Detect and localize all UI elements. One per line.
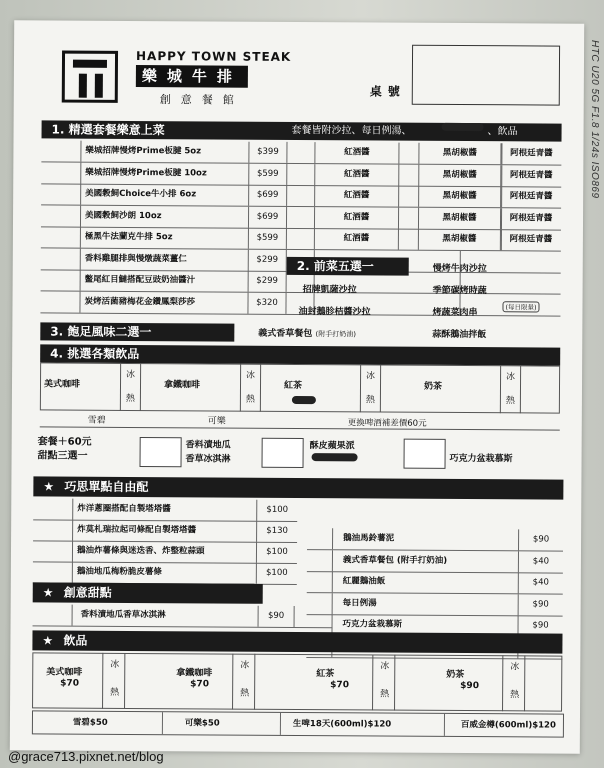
alacarte-item-price: $40 <box>532 577 549 588</box>
sauce-option: 紅酒醬 <box>315 207 399 229</box>
sauce-option: 阿根廷青醬 <box>509 191 553 202</box>
drink-name: 紅茶 <box>283 380 303 392</box>
checkbox-cell[interactable] <box>33 561 73 582</box>
checkbox-cell[interactable] <box>41 248 81 269</box>
star-icon: ★ <box>42 633 54 648</box>
drink-price: $90 <box>460 681 480 692</box>
alacarte-item-price: $40 <box>532 555 550 567</box>
sauce-checkbox[interactable] <box>287 206 315 227</box>
dessert-item-price: $90 <box>259 606 295 627</box>
sauce-checkbox[interactable] <box>399 229 419 250</box>
hot-option[interactable]: 熱 <box>245 394 255 405</box>
dish-name: 炭烤活菌豬梅花金鑽鳳梨莎莎 <box>80 291 248 313</box>
side-option-bread <box>258 326 356 340</box>
checkbox-cell[interactable] <box>40 291 80 312</box>
alacarte-item-name: 紅麗鵝油飯 <box>333 571 519 593</box>
cola-price: 可樂$50 <box>163 712 281 735</box>
checkbox-cell[interactable] <box>41 162 81 183</box>
sauce-option: 阿根廷青醬 <box>509 234 553 245</box>
drink-price: $70 <box>60 678 80 689</box>
table-row <box>307 550 563 574</box>
checkbox-cell[interactable] <box>41 269 81 290</box>
dessert-checkbox-1[interactable] <box>140 437 182 467</box>
drink-name: 奶茶 <box>423 381 443 392</box>
drink-name: 奶茶 <box>446 669 465 681</box>
dish-name: 樂城招牌慢烤Prime板腱 10oz <box>81 162 249 184</box>
sauce-option: 阿根廷青醬 <box>509 212 553 224</box>
alacarte-item-price: $90 <box>532 620 549 631</box>
drinks-section-header <box>32 630 562 653</box>
sprite-price: 雪碧$50 <box>33 711 163 734</box>
alacarte-item-price: $130 <box>266 525 288 536</box>
redacted-mark <box>292 396 316 404</box>
side-option-bread-label: 義式香草餐包 <box>258 328 313 340</box>
dessert-section-header <box>33 582 263 603</box>
ice-option[interactable]: 冰 <box>380 661 390 672</box>
ice-option[interactable]: 冰 <box>510 662 520 673</box>
dish-name: 美國穀飼沙朗 10oz <box>81 205 249 227</box>
dish-name: 美國穀飼Choice牛小排 6oz <box>81 184 249 206</box>
hot-option[interactable]: 熱 <box>365 395 375 406</box>
checkbox-cell[interactable] <box>307 528 333 549</box>
sauce-option: 黑胡椒醬 <box>419 143 501 165</box>
ice-option[interactable]: 冰 <box>110 659 120 670</box>
section-4-title: 4. 挑選各類飲品 <box>50 346 140 362</box>
dish-price: $399 <box>249 142 287 163</box>
hot-option[interactable]: 熱 <box>110 687 120 698</box>
starter-item: 招牌凱薩沙拉 <box>302 285 357 296</box>
alacarte-item-price: $90 <box>532 534 550 545</box>
sauce-checkbox[interactable] <box>399 207 419 228</box>
ice-option[interactable]: 冰 <box>506 372 516 383</box>
table-row <box>33 561 297 585</box>
dish-name: 香料雞腿排與慢燉蔬菜薑仁 <box>81 248 249 270</box>
dessert-choose-label: 甜點三選一 <box>37 450 88 462</box>
alacarte-header <box>33 476 563 499</box>
table-row <box>33 604 333 628</box>
table-row <box>307 571 563 595</box>
brand-name-en: HAPPY TOWN STEAK <box>135 49 292 64</box>
drink-price: $70 <box>190 679 210 690</box>
dessert-option-1: 香料漬地瓜 <box>185 440 231 451</box>
alacarte-item-name: 鵝油炸薯條與迷迭香、炸整粒蒜頭 <box>73 541 257 563</box>
dessert-checkbox-2[interactable] <box>262 438 304 468</box>
sauce-option: 黑胡椒醬 <box>419 186 501 208</box>
table-row <box>33 540 297 564</box>
alacarte-item-price: $100 <box>266 504 289 515</box>
ice-option[interactable]: 冰 <box>240 660 250 671</box>
checkbox-cell[interactable] <box>307 571 333 592</box>
hot-option[interactable]: 熱 <box>380 689 390 700</box>
side-option-rice: 蒜酥鵝油拌飯 <box>432 329 487 341</box>
section-2-header <box>287 257 409 276</box>
alacarte-item-name: 義式香草餐包 (附手打奶油) <box>333 550 519 572</box>
checkbox-cell[interactable] <box>33 540 73 561</box>
draft-beer-price: 生啤18天(600ml)$120 <box>281 713 445 736</box>
drink-name: 拿鐵咖啡 <box>176 668 213 679</box>
bottom-drinks-row <box>32 710 564 737</box>
sauce-option: 黑胡椒醬 <box>419 164 501 186</box>
dessert-option-3: 巧克力盆栽慕斯 <box>449 453 513 465</box>
drink-name: 美式咖啡 <box>46 667 83 678</box>
alacarte-item-price: $100 <box>266 567 288 578</box>
drink-name: 拿鐵咖啡 <box>163 380 201 391</box>
hot-option[interactable]: 熱 <box>125 393 135 405</box>
section-3-title: 3. 飽足風味二選一 <box>50 324 152 340</box>
starter-item: 季節碳烤時蔬 <box>432 285 487 297</box>
dessert-option-1b: 香草冰淇淋 <box>185 454 231 465</box>
table-row <box>33 519 297 543</box>
drink-name: 紅茶 <box>316 669 335 680</box>
dessert-option-2: 酥皮蘋果派 <box>309 441 355 452</box>
brand-name-zh: 樂城牛排 <box>136 65 248 88</box>
redacted-mark <box>312 452 358 462</box>
sauce-option: 紅酒醬 <box>315 228 399 250</box>
alacarte-item-name: 炸洋蔥圈搭配自製塔塔醬 <box>73 499 257 521</box>
section-1-note: 套餐皆附沙拉、每日例湯、 <box>291 124 412 137</box>
dish-price: $599 <box>249 228 287 249</box>
camera-exif-text: HTC U20 5G F1.8 1/24s ISO869 <box>589 40 600 199</box>
alacarte-item-name: 鵝油地瓜梅粉脆皮薯條 <box>73 562 257 584</box>
star-icon: ★ <box>43 479 55 494</box>
alacarte-title: 巧思單點自由配 <box>64 479 149 495</box>
checkbox-cell[interactable] <box>41 140 81 161</box>
table-number-box[interactable] <box>412 45 560 106</box>
limited-tag: (每日限量) <box>502 301 539 312</box>
beer-note: 更換啤酒補差價60元 <box>347 418 427 429</box>
ice-option[interactable]: 冰 <box>366 371 376 382</box>
sauce-checkbox[interactable] <box>287 163 315 184</box>
checkbox-cell[interactable] <box>33 519 73 540</box>
alacarte-item-price: $90 <box>532 598 549 610</box>
budweiser-price: 百威金樽(600ml)$120 <box>460 720 556 731</box>
dish-name: 樂城招牌慢烤Prime板腱 5oz <box>81 141 249 163</box>
dish-name: 極黑牛法蘭克牛排 5oz <box>81 227 249 249</box>
table-row <box>307 593 563 617</box>
checkbox-cell[interactable] <box>33 498 73 519</box>
alacarte-item-name: 巧克力盆栽慕斯 <box>332 614 518 636</box>
dish-name: 鳖尾紅目鰱搭配豆豉奶油醬汁 <box>81 270 249 292</box>
table-row <box>307 528 563 552</box>
side-option-bread-note: (附手打奶油) <box>315 330 356 339</box>
sauce-option: 黑胡椒醬 <box>419 207 501 229</box>
cola-label: 可樂 <box>207 416 226 427</box>
sauce-option: 黑胡椒醬 <box>419 229 501 251</box>
sauce-checkbox[interactable] <box>399 143 419 164</box>
checkbox-cell[interactable] <box>307 550 333 571</box>
brand-subtitle: 創意餐館 <box>159 93 244 107</box>
starter-item: 慢烤牛肉沙拉 <box>432 263 487 275</box>
dessert-checkbox-3[interactable] <box>404 439 446 469</box>
dish-price: $699 <box>249 185 287 206</box>
sauce-checkbox[interactable] <box>399 164 419 185</box>
alacarte-item-name: 鵝油馬鈴薯泥 <box>333 528 519 550</box>
dish-price: $599 <box>249 163 287 184</box>
dish-price: $299 <box>249 249 287 270</box>
dish-price: $699 <box>249 206 287 227</box>
drink-price: $70 <box>330 680 350 691</box>
checkbox-cell[interactable] <box>41 183 81 204</box>
section-1-note-end: 、飲品 <box>487 126 518 138</box>
sauce-checkbox[interactable] <box>399 186 419 207</box>
hot-option[interactable]: 熱 <box>510 690 520 701</box>
checkbox-cell[interactable] <box>41 205 81 226</box>
table-number-label: 桌號 <box>369 84 406 99</box>
sauce-option: 紅酒醬 <box>315 185 399 207</box>
ice-option[interactable]: 冰 <box>126 369 136 381</box>
sauce-option: 阿根廷青醬 <box>510 148 553 159</box>
section-1-header <box>42 120 562 141</box>
sauce-checkbox[interactable] <box>287 228 315 249</box>
sauce-option: 紅酒醬 <box>315 164 399 186</box>
watermark: @grace713.pixnet.net/blog <box>8 749 164 764</box>
alacarte-item-name: 每日例湯 <box>333 593 519 615</box>
sprite-label: 雪碧 <box>87 415 106 426</box>
dessert-addon-label: 套餐＋60元 <box>37 436 92 448</box>
sauce-checkbox[interactable] <box>287 142 315 163</box>
divider <box>40 426 560 430</box>
ice-option[interactable]: 冰 <box>246 370 256 381</box>
dish-price: $320 <box>248 292 286 313</box>
sauce-checkbox[interactable] <box>287 185 315 206</box>
star-icon: ★ <box>42 585 54 600</box>
redacted-mark <box>442 123 484 131</box>
sauce-option: 阿根廷青醬 <box>510 169 553 181</box>
section-2-title: 2. 前菜五選一 <box>296 258 374 274</box>
alacarte-item-name: 炸莫札瑞拉起司條配自製塔塔醬 <box>73 520 257 542</box>
hot-option[interactable]: 熱 <box>505 396 515 407</box>
drink-name: 美式咖啡 <box>43 379 81 390</box>
dessert-item-name: 香料漬地瓜香草冰淇淋 <box>73 605 259 627</box>
sauce-option: 紅酒醬 <box>315 142 399 164</box>
dish-price: $299 <box>249 271 287 292</box>
section-3-header <box>40 322 234 341</box>
starter-item: 油封鵝胗桔醬沙拉 <box>298 307 371 318</box>
menu-paper <box>10 20 584 753</box>
table-row <box>33 498 297 522</box>
alacarte-item-price: $100 <box>266 546 288 557</box>
dessert-section-title: 創意甜點 <box>63 585 112 600</box>
starter-item: 烤蔬菜肉串 <box>432 307 478 319</box>
brand-logo <box>62 51 118 103</box>
checkbox-cell[interactable] <box>41 226 81 247</box>
drinks-section-title: 飲品 <box>63 633 88 648</box>
hot-option[interactable]: 熱 <box>240 688 250 699</box>
section-1-title: 1. 精選套餐樂意上菜 <box>51 122 165 138</box>
